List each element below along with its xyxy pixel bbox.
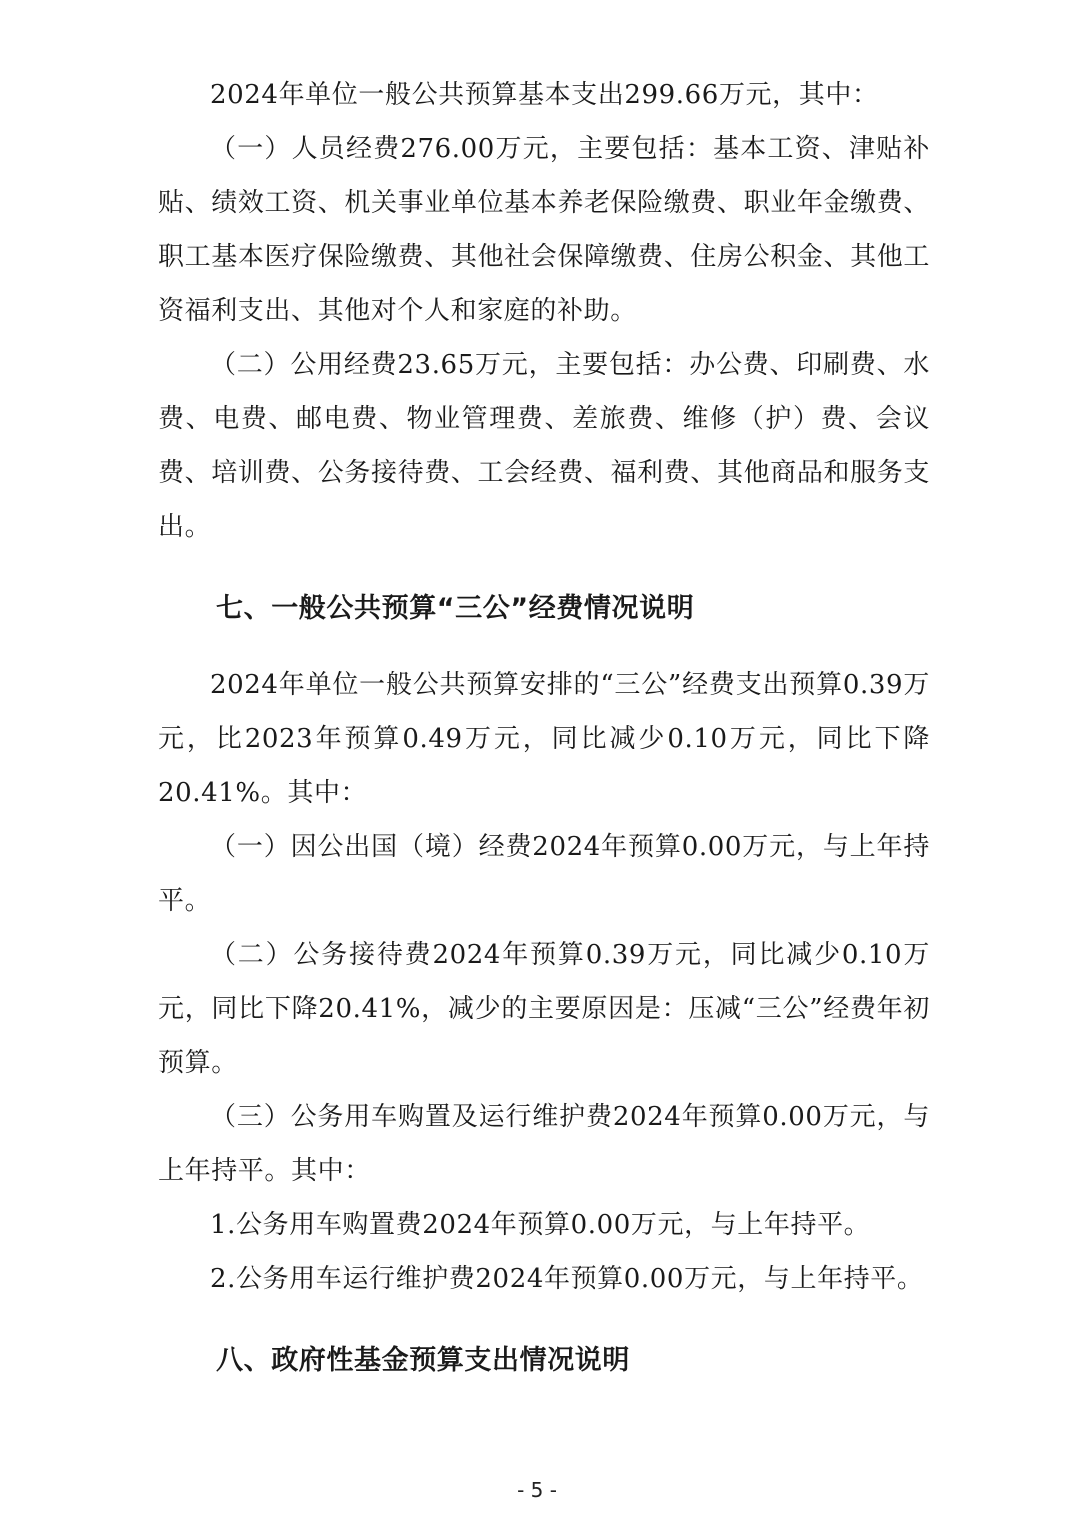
page-number: - 5 -: [517, 1478, 557, 1502]
section-heading-government-fund: 八、政府性基金预算支出情况说明: [216, 1345, 630, 1376]
paragraph-official-reception: （二）公务接待费2024年预算0.39万元，同比减少0.10万元，同比下降20.41%，减少的主要原因是：压减“三公”经费年初预算。: [158, 940, 930, 1078]
paragraph-three-public-summary: 2024年单位一般公共预算安排的“三公”经费支出预算0.39万元，比2023年预算0.49万元，同比减少0.10万元，同比下降20.41%。其中：: [158, 670, 930, 808]
paragraph-public-expenses: （二）公用经费23.65万元，主要包括：办公费、印刷费、水费、电费、邮电费、物业管理费、差旅费、维修（护）费、会议费、培训费、公务接待费、工会经费、福利费、其他商品和服务支出。: [158, 350, 930, 542]
paragraph-basic-expenditure: 2024年单位一般公共预算基本支出299.66万元，其中：: [210, 80, 879, 110]
paragraph-official-vehicles: （三）公务用车购置及运行维护费2024年预算0.00万元，与上年持平。其中：: [158, 1102, 930, 1186]
paragraph-personnel-expenses: （一）人员经费276.00万元，主要包括：基本工资、津贴补贴、绩效工资、机关事业单位基本养老保险缴费、职业年金缴费、职工基本医疗保险缴费、其他社会保障缴费、住房公积金、其他工资福利支出、其他对个人和家庭的补助。: [158, 134, 930, 326]
section-heading-three-public-expenses: 七、一般公共预算“三公”经费情况说明: [216, 593, 695, 624]
paragraph-vehicle-purchase: 1.公务用车购置费2024年预算0.00万元，与上年持平。: [210, 1210, 871, 1240]
paragraph-vehicle-maintenance: 2.公务用车运行维护费2024年预算0.00万元，与上年持平。: [210, 1264, 924, 1294]
paragraph-overseas-travel: （一）因公出国（境）经费2024年预算0.00万元，与上年持平。: [158, 832, 930, 916]
document-body: [158, 68, 930, 1410]
